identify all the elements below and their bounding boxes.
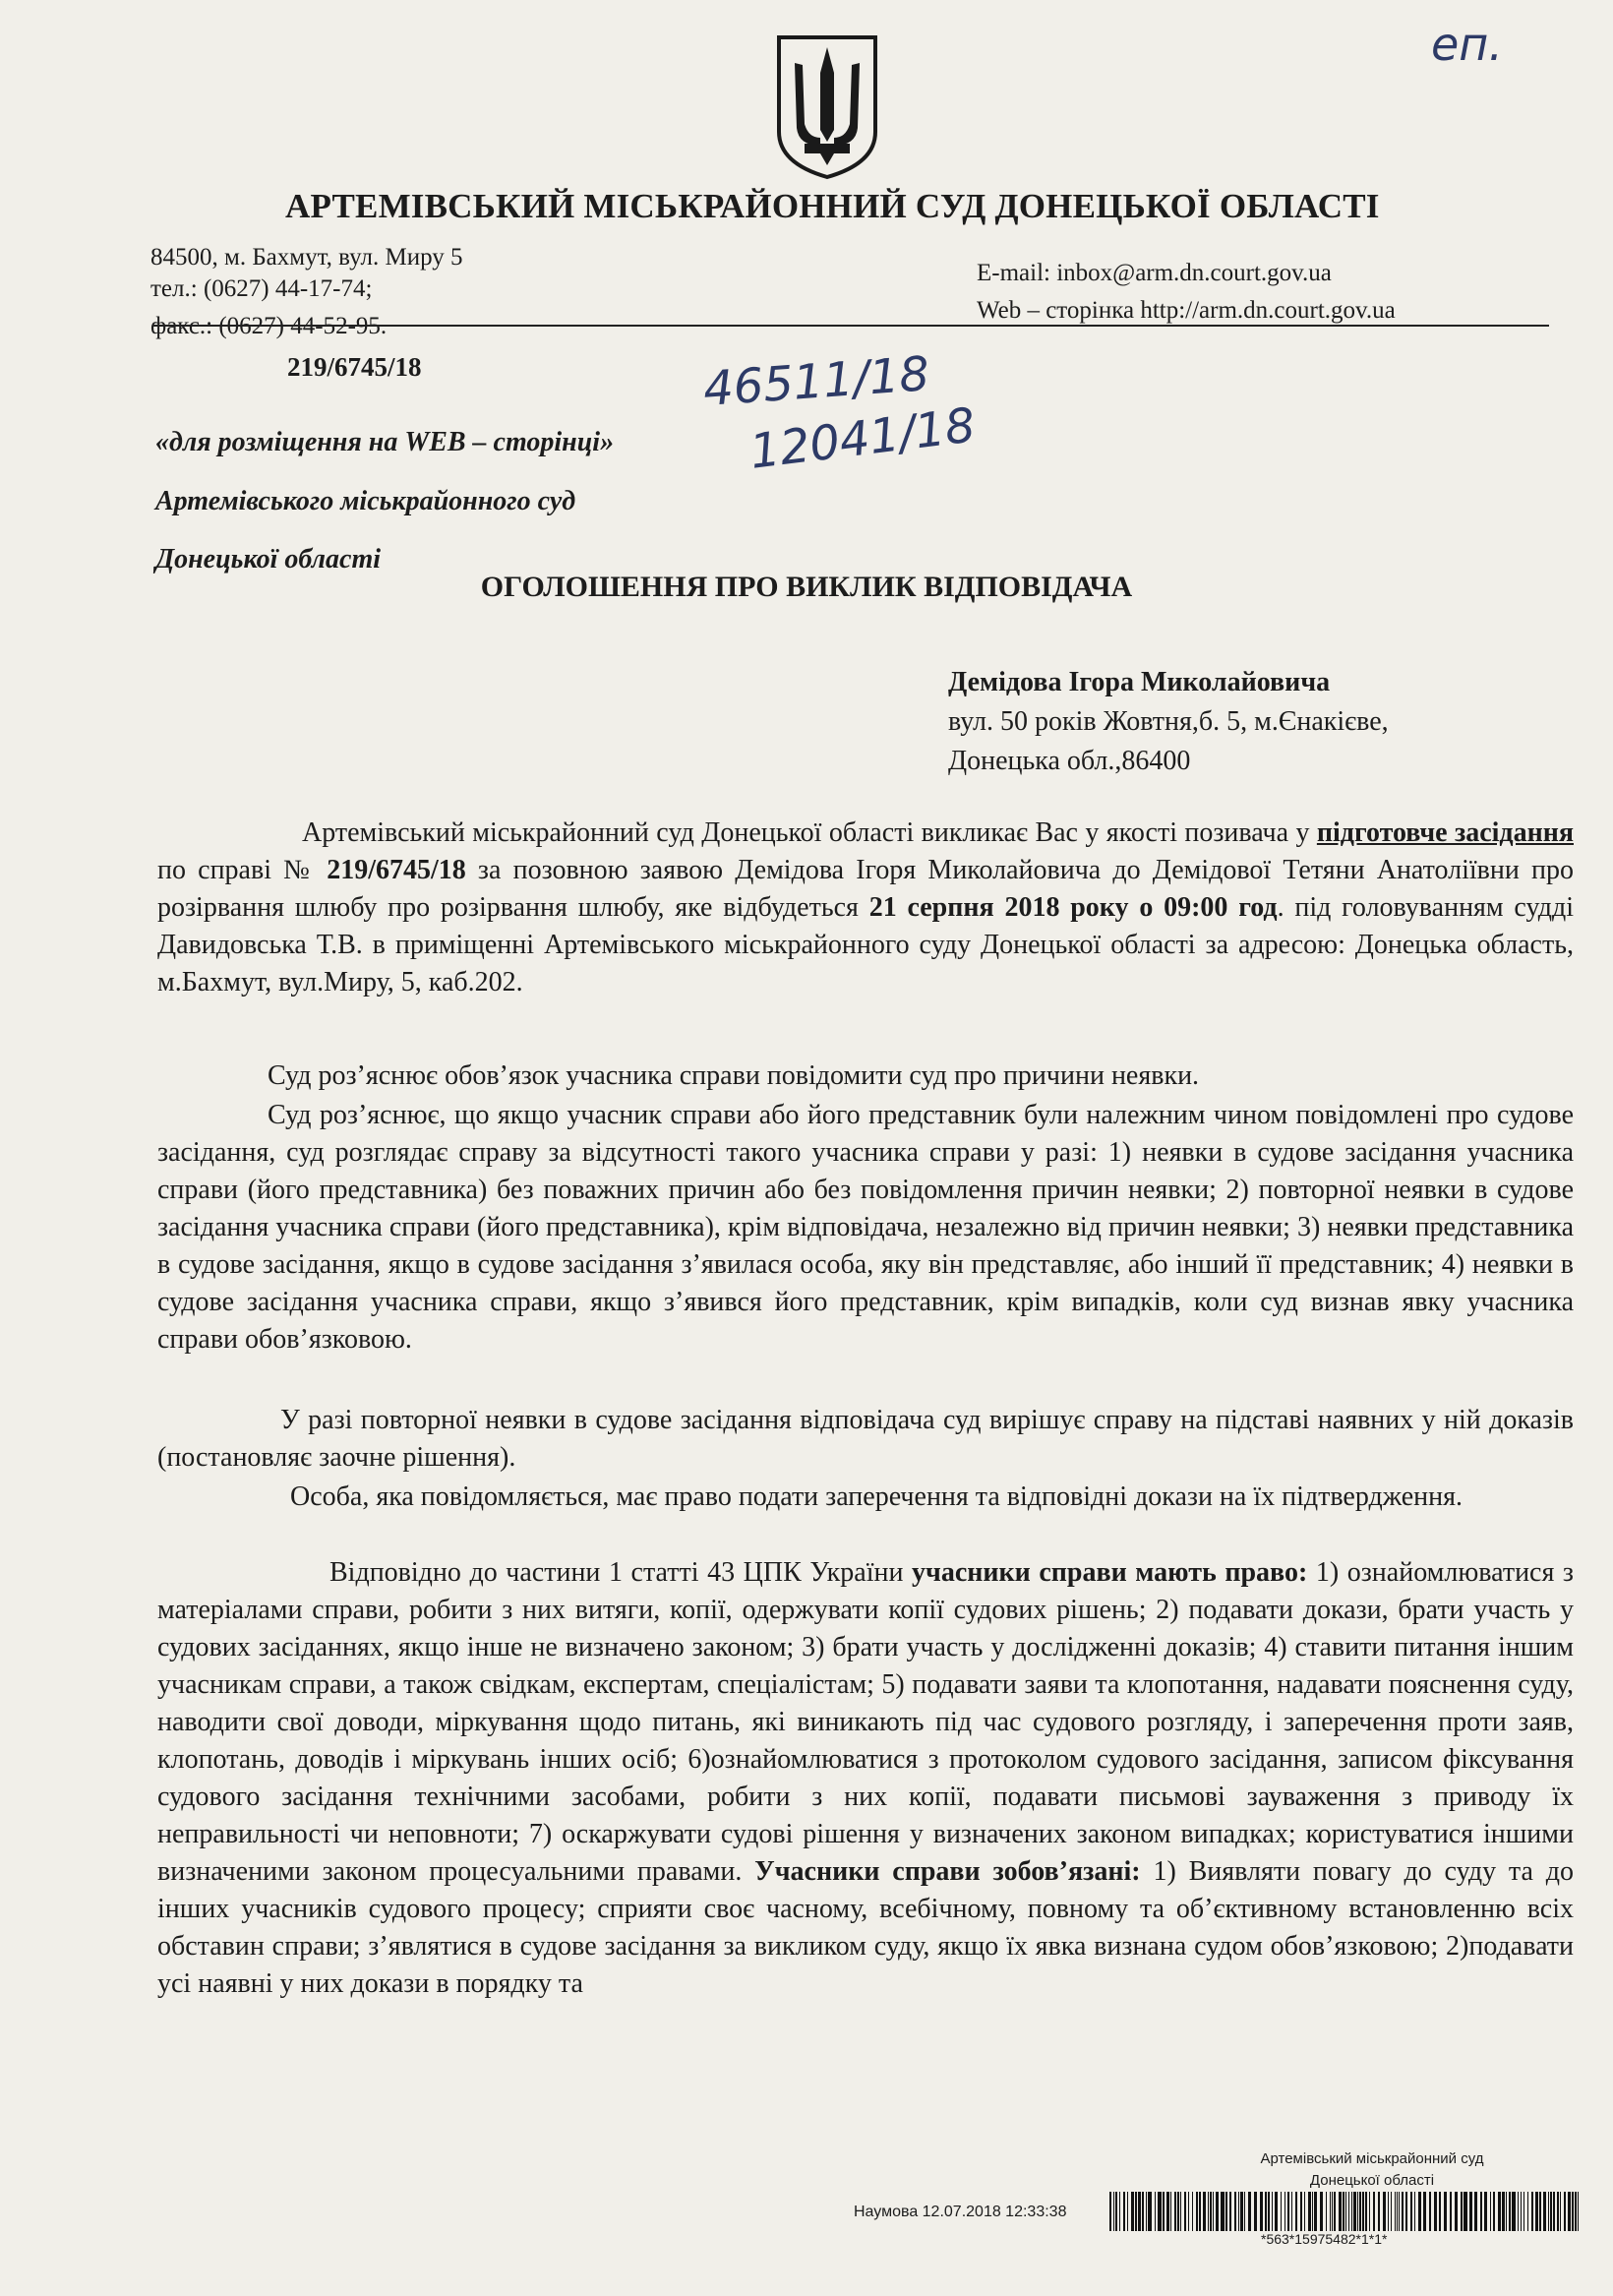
- paragraph-objection-right: [157, 1479, 1574, 1516]
- hearing-datetime: 21 серпня 2018 року о 09:00 год: [868, 892, 1278, 923]
- barcode-court-line-2: Донецької області: [1309, 2172, 1435, 2189]
- paragraph-participant-rights: [157, 1554, 1574, 2003]
- text-span: Відповідно до частини 1 статті 43 ЦПК України: [329, 1557, 913, 1588]
- case-number: 219/6745/18: [287, 352, 422, 382]
- addressee-region: Донецька обл.,86400: [948, 746, 1191, 776]
- addressee-name: Демідова Ігора Миколайовича: [948, 667, 1331, 697]
- coat-of-arms-icon: [775, 33, 879, 181]
- paragraph-default-judgment: [157, 1402, 1574, 1477]
- barcode-icon: [1109, 2192, 1583, 2231]
- hearing-type: підготовче засідання: [1316, 817, 1574, 848]
- case-number-inline: 219/6745/18: [327, 855, 466, 885]
- rights-heading: учасники справи мають право:: [912, 1557, 1308, 1588]
- recipient-line-2: Артемівського міськрайонного суд: [155, 486, 576, 516]
- barcode-code: *563*15975482*1*1*: [1261, 2231, 1388, 2247]
- recipient-line-1: «для розміщення на WEB – сторінці»: [155, 427, 615, 457]
- text-span: по справі №: [157, 855, 328, 885]
- paragraph-text: У разі повторної неявки в судове засідання відповідача суд вирішує справу на підставі наявних у ній доказів (постановляє заочне рішення).: [157, 1405, 1574, 1473]
- text-span: 1) ознайомлюватися з матеріалами справи, робити з них витяги, копії, одержувати копії судових рішень; 2) подавати докази, брати участь у судових засіданнях, якщо інше не визначено законом; 3) брати участь у дослідженні доказів; 4) ставити питання іншим учасникам справи, а також свідкам, експертам, спеціалістам; 5) подавати заяви та клопотання, надавати пояснення суду, наводити свої доводи, міркування щодо питань, які виникають під час судового розгляду, і заперечення проти заяв, клопотань, доводів і міркувань інших осіб; 6)ознайомлюватися з протоколом судового засідання, записом фіксування судового засідання технічними засобами, робити з них копії, подавати письмові зауваження з приводу їх неправильності чи неповноти; 7) оскаржувати судові рішення у визначених законом випадках; користуватися іншими визначеними законом процесуальними правами.: [157, 1557, 1574, 1887]
- handwritten-registration-number: 46511/18: [701, 346, 931, 417]
- paragraph-obligation: [157, 1057, 1574, 1095]
- handwritten-registration-number-2: 12041/18: [747, 397, 979, 480]
- text-span: . під головуванням судді Давидовська Т.В. в приміщенні Артемівського міськрайонного суду Донецької області за адресою: Донецька область, м.Бахмут, вул.Миру, 5, каб.202.: [157, 892, 1574, 997]
- court-email: E-mail: inbox@arm.dn.court.gov.ua: [977, 260, 1332, 286]
- addressee-street: вул. 50 років Жовтня,б. 5, м.Єнакієве,: [948, 706, 1389, 737]
- paragraph-summons: [157, 815, 1574, 1001]
- header-divider: [152, 325, 1549, 327]
- barcode-user-timestamp: Наумова 12.07.2018 12:33:38: [854, 2204, 1067, 2220]
- duties-heading: Учасники справи зобов’язані:: [754, 1856, 1141, 1887]
- recipient-line-3: Донецької області: [155, 544, 382, 574]
- text-span: 1) Виявляти повагу до суду та до інших учасників судового процесу; сприяти своє часному, всебічному, повному та об’єктивному встановленню всіх обставин справи; з’являтися в судове засідання за викликом суду, якщо їх явка визнана судом обов’язковою; 2)подавати усі наявні у них докази в порядку та: [157, 1856, 1575, 1999]
- court-address: 84500, м. Бахмут, вул. Миру 5: [150, 244, 463, 271]
- court-phone: тел.: (0627) 44-17-74;: [150, 275, 373, 302]
- barcode-court-line-1: Артемівський міськрайонний суд: [1260, 2150, 1484, 2167]
- court-website: Web – сторінка http://arm.dn.court.gov.ua: [977, 297, 1396, 324]
- paragraph-text: Суд роз’яснює, що якщо учасник справи або його представник були належним чином повідомлені про судове засідання, суд розглядає справу за відсутності такого учасника справи у разі: 1) неявки в судове засідання учасника справи (його представника) без поважних причин або без повідомлення причин неявки; 2) повторної неявки в судове засідання учасника справи (його представника), крім відповідача, незалежно від причин неявки; 3) неявки представника в судове засідання, якщо в судове засідання з’явилася особа, яку він представляє, або інший її представник; 4) неявки в судове засідання учасника справи, якщо з’явився його представник, крім випадків, коли суд визнав явку учасника справи обов’язковою.: [157, 1100, 1574, 1355]
- paragraph-text: Суд роз’яснює обов’язок учасника справи повідомити суд про причини неявки.: [268, 1060, 1200, 1091]
- text-span: Артемівський міськрайонний суд Донецької області викликає Вас у якості позивача у: [302, 817, 1317, 848]
- text-span: за позовною заявою Демідова Ігоря Миколайовича до Демідової Тетяни Анатоліївни про розірвання шлюбу про розірвання шлюбу, яке відбудеться: [157, 855, 1574, 923]
- barcode-court-label: [1180, 2148, 1564, 2192]
- court-fax: факс.: (0627) 44-52-95.: [150, 313, 388, 339]
- paragraph-absence-rules: [157, 1097, 1574, 1359]
- handwritten-corner-mark: еп.: [1431, 18, 1503, 71]
- document-title: ОГОЛОШЕННЯ ПРО ВИКЛИК ВІДПОВІДАЧА: [480, 571, 1133, 603]
- paragraph-text: Особа, яка повідомляється, має право подати заперечення та відповідні докази на їх підтвердження.: [290, 1481, 1463, 1512]
- court-name: АРТЕМІВСЬКИЙ МІСЬКРАЙОННИЙ СУД ДОНЕЦЬКОЇ ОБЛАСТІ: [285, 187, 1380, 225]
